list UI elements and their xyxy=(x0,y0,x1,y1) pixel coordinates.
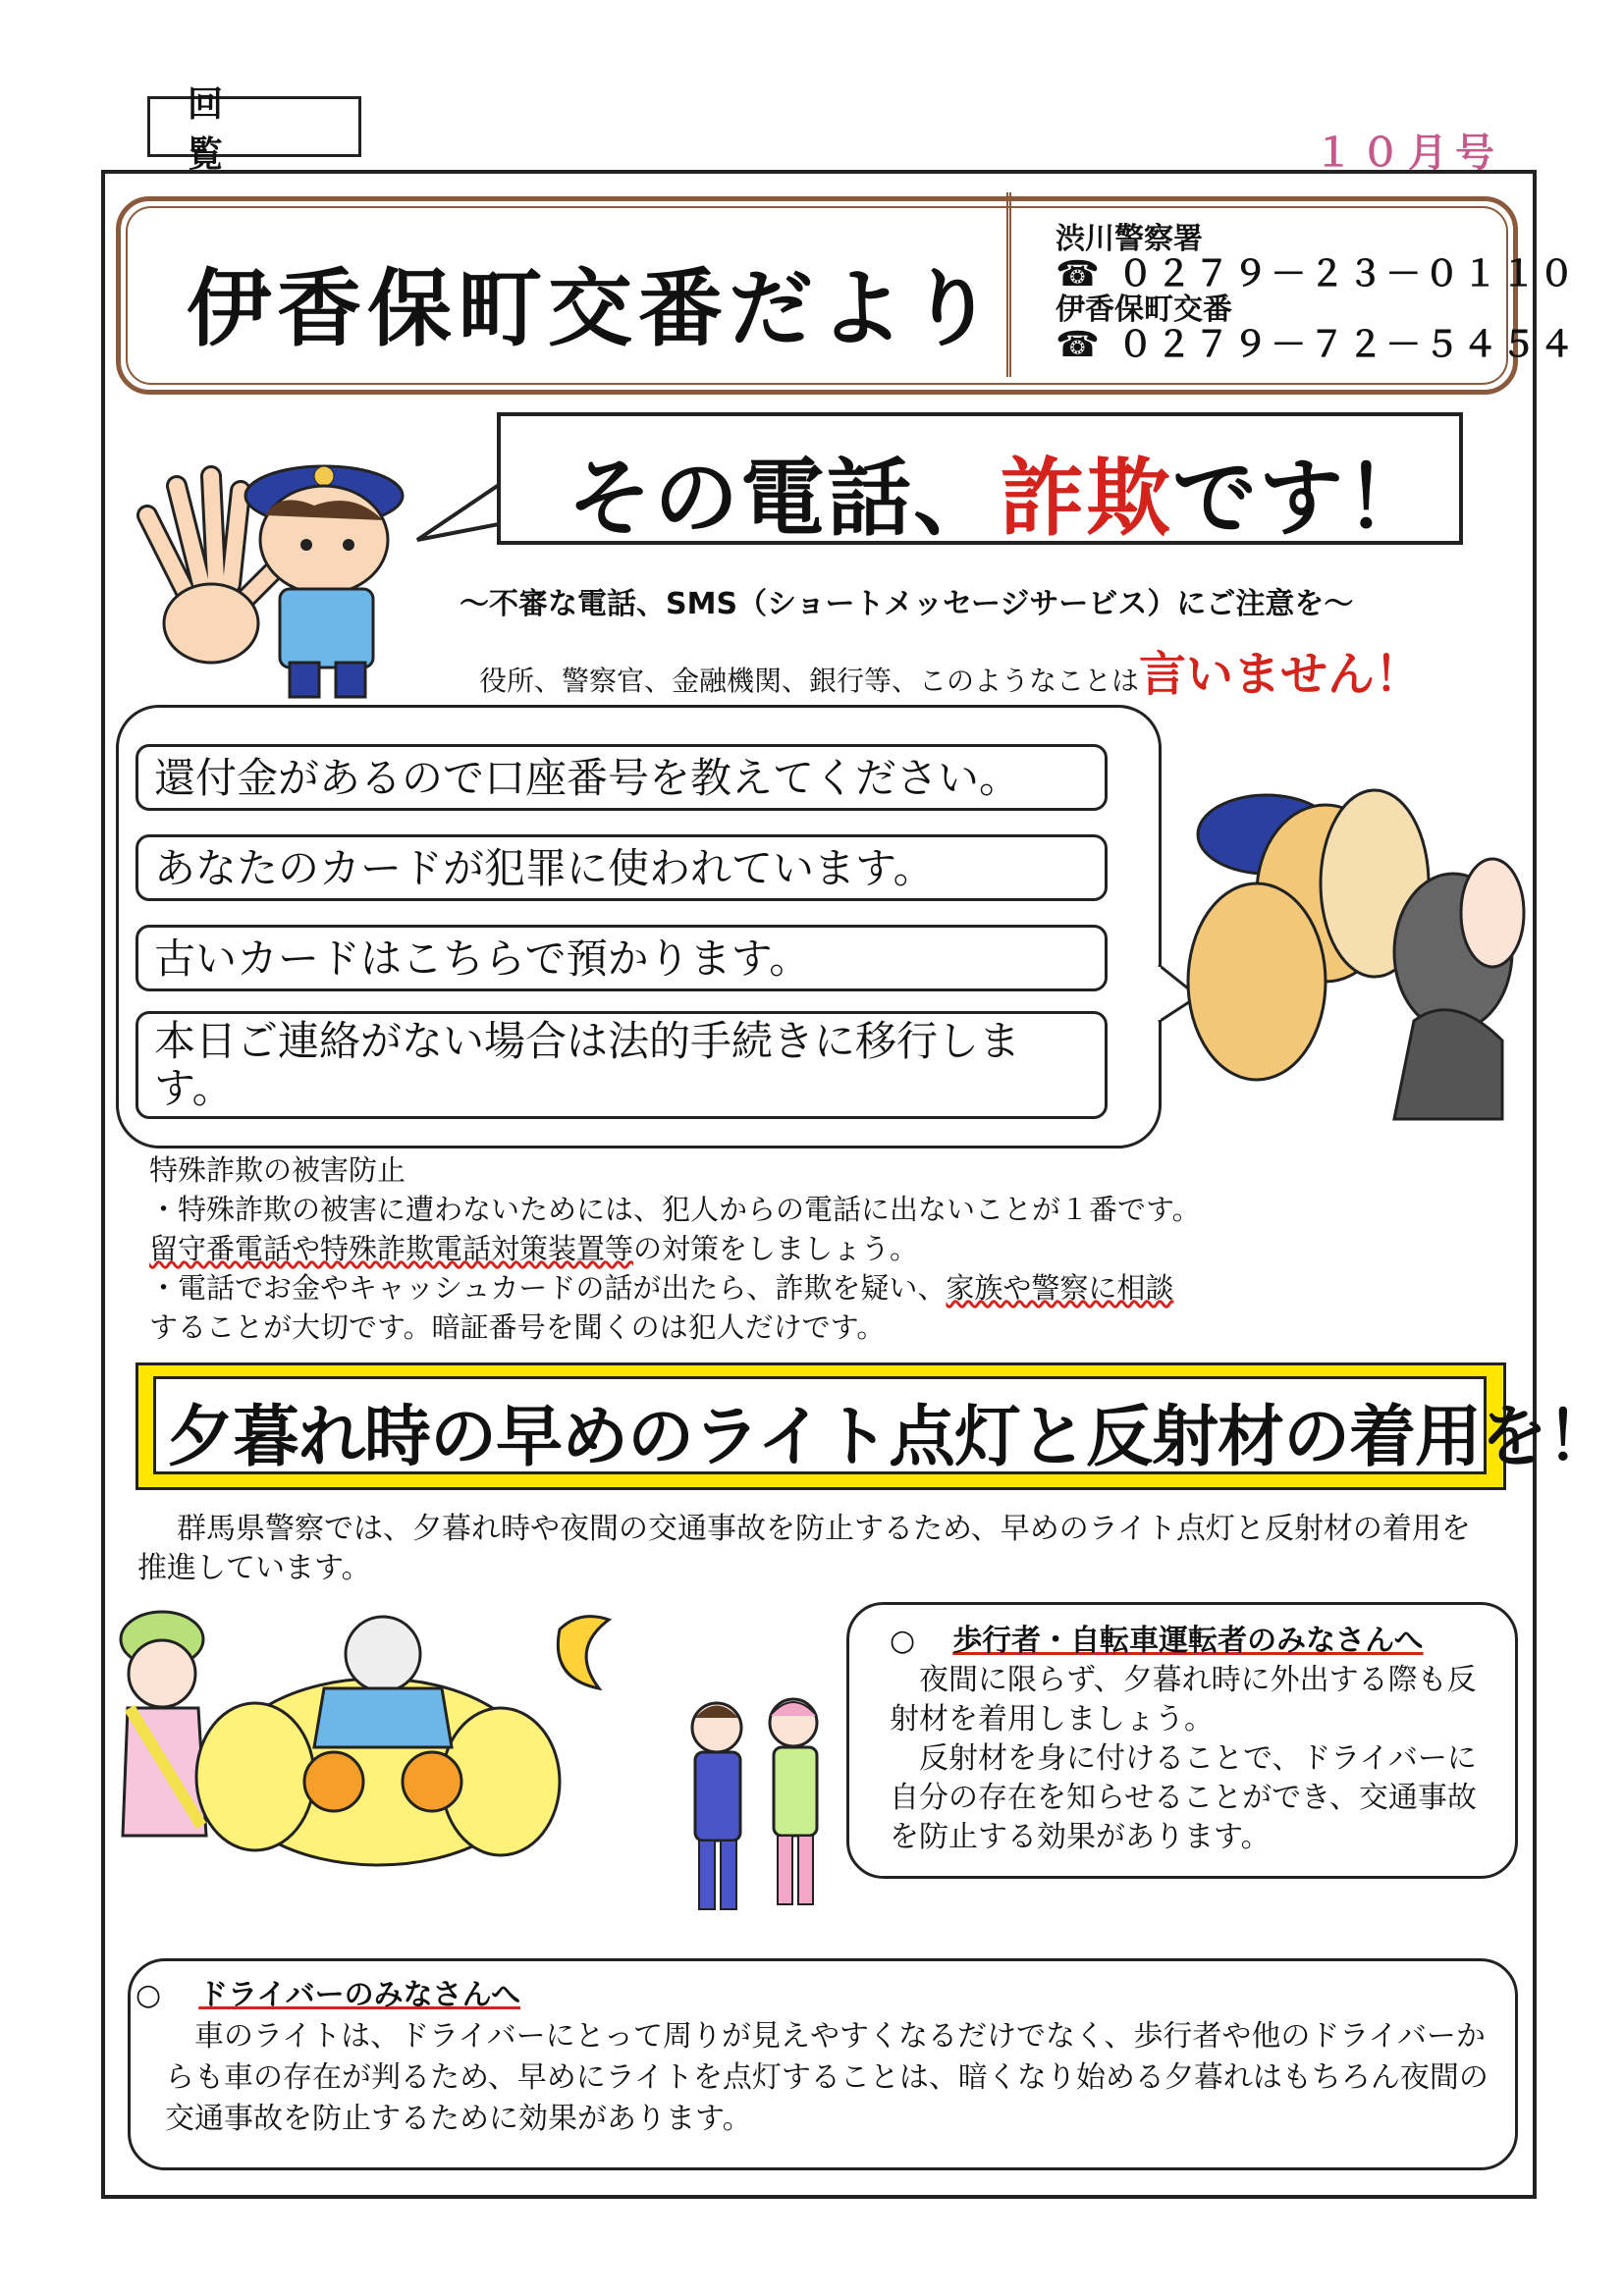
pedestrian-notice-title: 歩行者・自転車運転者のみなさんへ xyxy=(952,1624,1424,1658)
fraud-prevention-text xyxy=(149,1150,1201,1347)
children-walking-illustration xyxy=(668,1688,854,1944)
scam-phrase-4: 本日ご連絡がない場合は法的手続きに移行します。 xyxy=(135,1011,1108,1119)
prevention-line-3-start: ・電話でお金やキャッシュカードの話が出たら、詐欺を疑い、 xyxy=(149,1271,947,1305)
headline-part-3: です！ xyxy=(1172,450,1432,548)
pedestrian-notice-title-line xyxy=(890,1622,1498,1661)
contact-block xyxy=(1056,222,1577,363)
newsletter-title: 伊香保町交番だより xyxy=(187,260,1000,358)
station-name-2: 伊香保町交番 xyxy=(1056,293,1232,327)
headline-fraud-word: 詐欺 xyxy=(1000,450,1172,548)
phone-number-2: ☎ ０２７９－７２－５４５４ xyxy=(1056,325,1578,365)
will-not-say-emphasis: 言いません！ xyxy=(1139,647,1423,702)
scammer-masks-illustration xyxy=(1178,746,1532,1139)
title-divider xyxy=(1006,192,1011,377)
light-intro-text: 群馬県警察では、夕暮れ時や夜間の交通事故を防止するため、早めのライト点灯と反射材の着用を推進しています。 xyxy=(137,1512,1471,1585)
phone-number-1: ☎ ０２７９－２３－０１１０ xyxy=(1056,254,1578,294)
police-officer-illustration xyxy=(118,398,422,702)
prevention-line-2 xyxy=(149,1229,1201,1268)
circle-bullet-icon: ○ xyxy=(135,1978,162,2012)
speech-bubble-tail xyxy=(412,481,511,560)
circulation-label: 回 覧 xyxy=(147,96,361,157)
prevention-title: 特殊詐欺の被害防止 xyxy=(149,1153,406,1187)
station-name-1: 渋川警察署 xyxy=(1056,222,1203,256)
scam-phrase-2: あなたのカードが犯罪に使われています。 xyxy=(135,834,1108,901)
will-not-say-text: 役所、警察官、金融機関、銀行等、このようなことは xyxy=(479,665,1140,697)
fraud-headline xyxy=(568,430,1432,552)
prevention-consult-text: 家族や警察に相談 xyxy=(946,1271,1174,1305)
prevention-line-1: ・特殊詐欺の被害に遭わないためには、犯人からの電話に出ないことが１番です。 xyxy=(149,1193,1201,1226)
headline-part-1: その電話、 xyxy=(568,450,1000,548)
prevention-device-text: 留守番電話や特殊詐欺電話対策装置等 xyxy=(149,1232,634,1265)
prevention-line-3 xyxy=(149,1268,1201,1308)
prevention-line-2-end: の対策をしましょう。 xyxy=(633,1232,919,1265)
fraud-subline: ～不審な電話、SMS（ショートメッセージサービス）にご注意を～ xyxy=(460,587,1354,621)
prevention-line-4: することが大切です。暗証番号を聞くのは犯人だけです。 xyxy=(149,1310,886,1344)
scam-phrase-1: 還付金があるので口座番号を教えてください。 xyxy=(135,744,1108,811)
driver-notice-title-line xyxy=(135,1975,1490,2016)
driver-notice-body: 車のライトは、ドライバーにとって周りが見えやすくなるだけでなく、歩行者や他のドライバーからも車の存在が判るため、早めにライトを点灯することは、暗くなり始める夕暮れはもちろん夜間の交通事故を防止するために効果があります。 xyxy=(165,2019,1489,2136)
circle-bullet-icon: ○ xyxy=(890,1624,916,1658)
driver-notice-title: ドライバーのみなさんへ xyxy=(198,1978,521,2012)
will-not-say-line xyxy=(479,636,1422,704)
light-headline: 夕暮れ時の早めのライト点灯と反射材の着用を！ xyxy=(167,1399,1612,1476)
pedestrian-notice-body-1: 夜間に限らず、夕暮れ時に外出する際も反射材を着用しましょう。 xyxy=(890,1663,1477,1736)
pedestrian-notice xyxy=(890,1622,1498,1857)
driver-notice xyxy=(135,1975,1490,2140)
pedestrian-notice-body-2: 反射材を身に付けることで、ドライバーに自分の存在を知らせることができ、交通事故を防止する効果があります。 xyxy=(890,1741,1477,1854)
issue-number: １０月号 xyxy=(1314,131,1502,176)
reflector-car-illustration xyxy=(108,1571,658,1953)
scam-phrase-3: 古いカードはこちらで預かります。 xyxy=(135,925,1108,991)
